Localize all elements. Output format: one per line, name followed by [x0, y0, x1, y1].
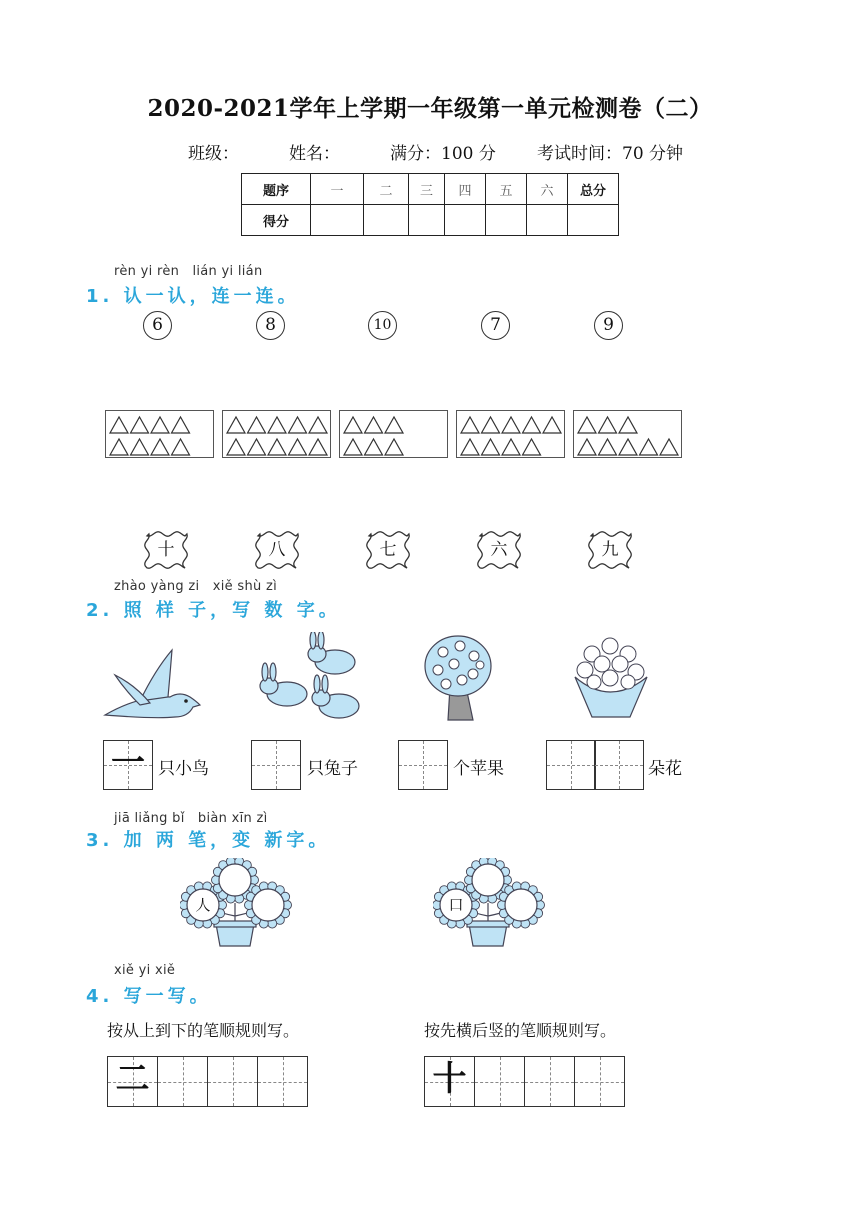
exam-time: 考试时间：70 分钟: [537, 144, 684, 164]
triangle-shape: [289, 417, 307, 433]
score-cell[interactable]: [486, 205, 527, 236]
triangle-shape: [344, 417, 362, 433]
writing-cell[interactable]: [524, 1056, 575, 1107]
circled-number[interactable]: 9: [594, 311, 623, 340]
chinese-number-card[interactable]: [255, 531, 299, 569]
triangle-box[interactable]: [456, 410, 565, 458]
example-character: 二: [115, 1059, 150, 1099]
flower-bouquet-illustration: [570, 632, 652, 722]
writing-cell[interactable]: [424, 1056, 475, 1107]
triangle-shape: [482, 439, 500, 455]
triangle-shape: [365, 417, 383, 433]
triangle-box[interactable]: [573, 410, 682, 458]
score-cell[interactable]: [364, 205, 409, 236]
writing-cell[interactable]: [398, 740, 448, 790]
full-score: 满分：100 分: [390, 144, 496, 164]
flower-pot: [180, 858, 292, 950]
q3-title: 3. 加 两 笔，变 新字。: [86, 830, 331, 851]
flower-char: 口: [448, 896, 464, 914]
rabbits-illustration: [255, 632, 365, 724]
writing-cell[interactable]: [207, 1056, 258, 1107]
chinese-number-card[interactable]: [477, 531, 521, 569]
writing-cell[interactable]: [103, 740, 153, 790]
triangle-shape: [268, 417, 286, 433]
triangle-shape: [599, 417, 617, 433]
score-cell[interactable]: [409, 205, 445, 236]
score-cell[interactable]: [568, 205, 619, 236]
triangle-shape: [309, 417, 327, 433]
chinese-number: 八: [268, 540, 286, 560]
triangle-shape: [599, 439, 617, 455]
score-table-header: 题序: [242, 174, 311, 205]
triangle-shape: [151, 417, 169, 433]
triangle-shape: [227, 417, 245, 433]
name-label: 姓名：: [289, 144, 340, 164]
chinese-number: 九: [601, 540, 619, 560]
total-header: 总分: [568, 174, 619, 205]
circled-number[interactable]: 10: [368, 311, 397, 340]
col-5: 五: [486, 174, 527, 205]
q4-pinyin: xiě yi xiě: [114, 963, 176, 978]
triangle-shape: [248, 417, 266, 433]
triangle-shape: [482, 417, 500, 433]
triangle-shape: [172, 439, 190, 455]
chinese-number-card[interactable]: [144, 531, 188, 569]
score-cell[interactable]: [527, 205, 568, 236]
q1-pinyin: rèn yi rèn lián yi lián: [114, 264, 263, 279]
q2-pinyin: zhào yàng zi xiě shù zì: [114, 579, 277, 594]
triangle-shape: [309, 439, 327, 455]
score-cell[interactable]: [445, 205, 486, 236]
writing-cell[interactable]: [594, 740, 644, 790]
triangle-shape: [578, 439, 596, 455]
q3-pinyin: jiā liǎng bǐ biàn xīn zì: [114, 811, 268, 826]
triangle-shape: [227, 439, 245, 455]
triangle-shape: [289, 439, 307, 455]
flower-pot: [433, 858, 545, 950]
triangle-shape: [502, 439, 520, 455]
score-cell[interactable]: [311, 205, 364, 236]
circled-number[interactable]: 6: [143, 311, 172, 340]
chinese-number: 六: [490, 540, 508, 560]
triangle-box[interactable]: [339, 410, 448, 458]
col-3: 三: [409, 174, 445, 205]
instruction-left: 按从上到下的笔顺规则写。: [107, 1021, 300, 1040]
triangle-shape: [385, 439, 403, 455]
triangle-shape: [523, 417, 541, 433]
triangle-shape: [523, 439, 541, 455]
writing-cell[interactable]: [157, 1056, 208, 1107]
triangle-shape: [385, 417, 403, 433]
triangle-shape: [461, 417, 479, 433]
q2-label: 朵花: [648, 759, 682, 779]
triangle-shape: [172, 417, 190, 433]
triangle-shape: [619, 439, 637, 455]
triangle-shape: [151, 439, 169, 455]
writing-cell[interactable]: [107, 1056, 158, 1107]
writing-cell[interactable]: [251, 740, 301, 790]
triangle-shape: [131, 439, 149, 455]
writing-cell[interactable]: [474, 1056, 525, 1107]
q4-title: 4. 写一写。: [86, 986, 212, 1007]
triangle-shape: [619, 417, 637, 433]
chinese-number: 十: [157, 540, 175, 560]
triangle-shape: [543, 417, 561, 433]
q2-label: 个苹果: [453, 759, 504, 779]
triangle-box[interactable]: [222, 410, 331, 458]
bird-illustration: [100, 645, 205, 725]
col-1: 一: [311, 174, 364, 205]
chinese-number: 七: [379, 540, 397, 560]
triangle-shape: [640, 439, 658, 455]
chinese-number-card[interactable]: [366, 531, 410, 569]
triangle-shape: [660, 439, 678, 455]
triangle-shape: [110, 417, 128, 433]
instruction-right: 按先横后竖的笔顺规则写。: [424, 1021, 617, 1040]
score-row-label: 得分: [242, 205, 311, 236]
triangle-shape: [578, 417, 596, 433]
triangle-shape: [461, 439, 479, 455]
writing-cell[interactable]: [257, 1056, 308, 1107]
col-6: 六: [527, 174, 568, 205]
q1-title: 1. 认一认，连一连。: [86, 286, 300, 307]
q2-label: 只兔子: [307, 759, 358, 779]
example-digit: 一: [111, 743, 145, 783]
circled-number[interactable]: 7: [481, 311, 510, 340]
apple-tree-illustration: [418, 632, 498, 722]
triangle-shape: [131, 417, 149, 433]
triangle-shape: [502, 417, 520, 433]
score-table: [241, 173, 619, 236]
flower-char: 人: [195, 896, 211, 914]
q2-label: 只小鸟: [158, 759, 209, 779]
writing-cell[interactable]: [546, 740, 596, 790]
class-label: 班级：: [188, 144, 239, 164]
triangle-shape: [248, 439, 266, 455]
page-title: 2020-2021学年上学期一年级第一单元检测卷（二）: [147, 95, 713, 122]
col-2: 二: [364, 174, 409, 205]
triangle-shape: [110, 439, 128, 455]
triangle-shape: [344, 439, 362, 455]
chinese-number-card[interactable]: [588, 531, 632, 569]
triangle-shape: [268, 439, 286, 455]
circled-number[interactable]: 8: [256, 311, 285, 340]
triangle-shape: [365, 439, 383, 455]
triangle-box[interactable]: [105, 410, 214, 458]
writing-cell[interactable]: [574, 1056, 625, 1107]
col-4: 四: [445, 174, 486, 205]
q2-title: 2. 照 样 子，写 数 字。: [86, 600, 341, 621]
example-character: 十: [432, 1059, 467, 1099]
